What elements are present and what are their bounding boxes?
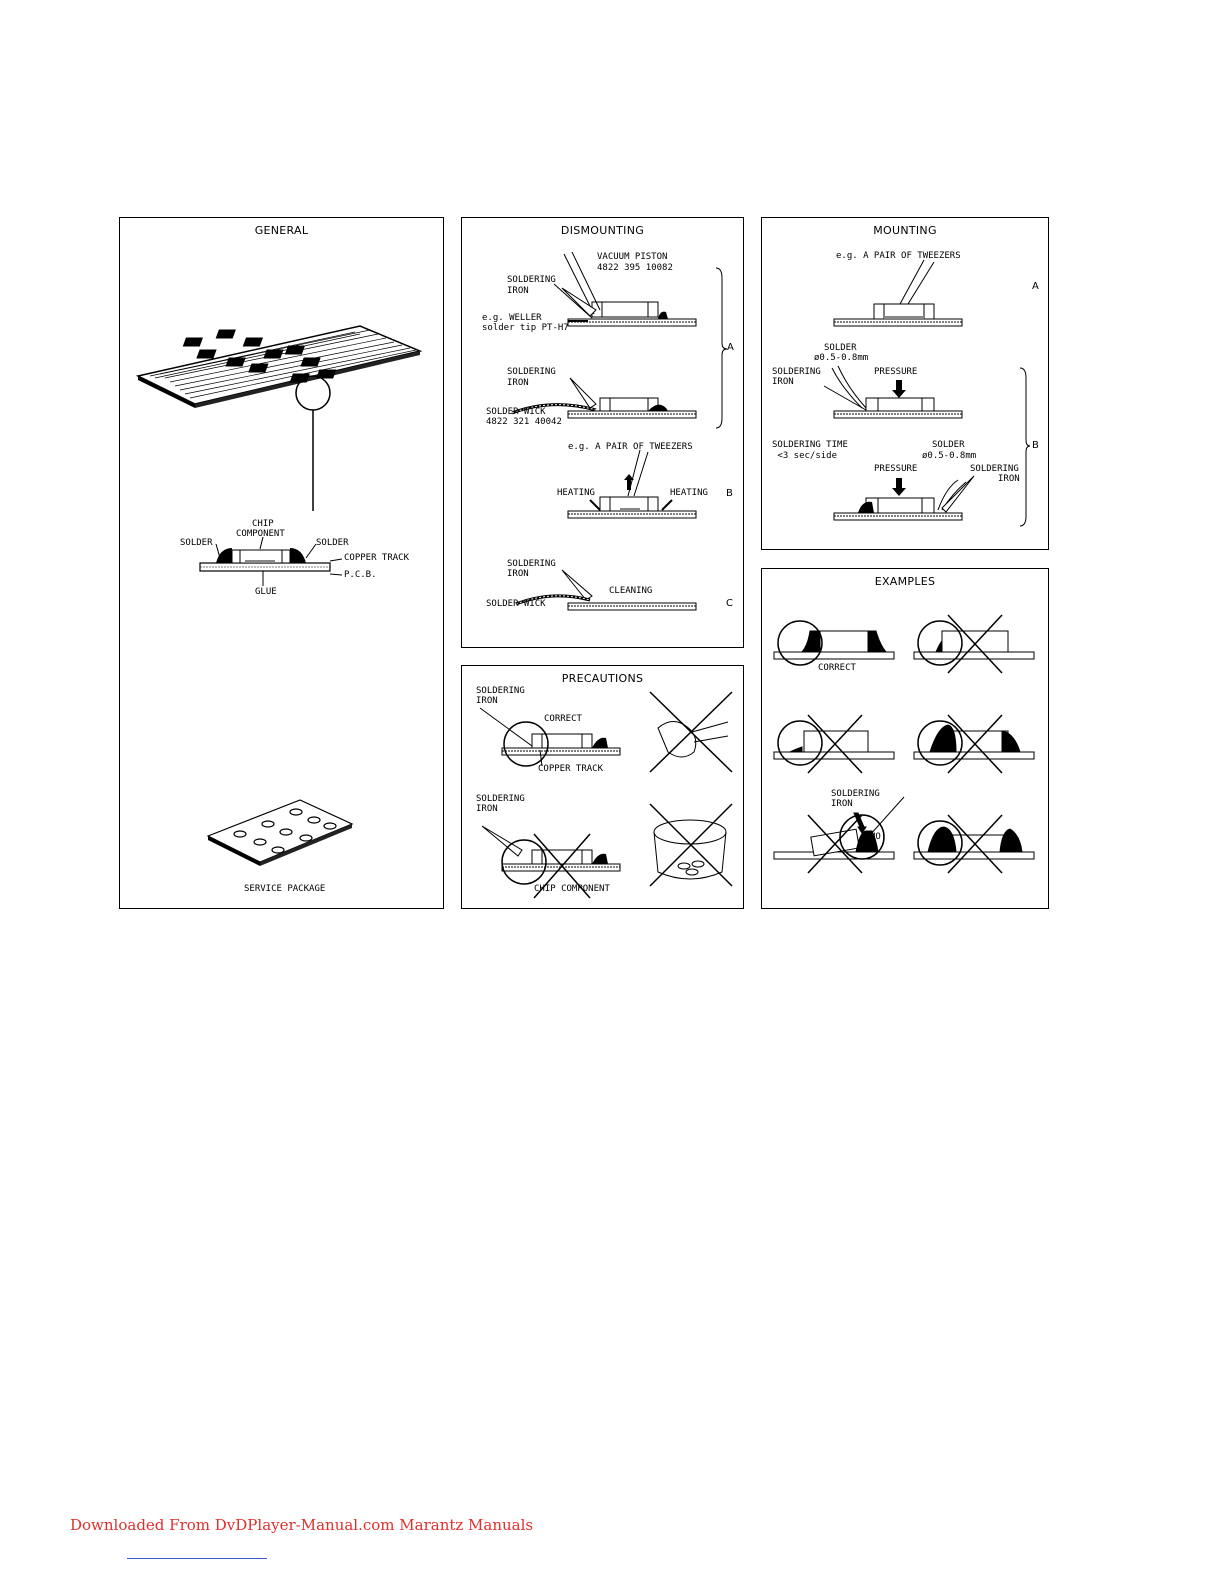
mounting-panel <box>761 217 1049 550</box>
precautions-illustration <box>462 666 745 910</box>
wick-label-1: SOLDER WICK <box>486 407 546 417</box>
precautions-title: PRECAUTIONS <box>561 672 644 685</box>
examples-title: EXAMPLES <box>874 575 936 588</box>
tweezers-label: e.g. A PAIR OF TWEEZERS <box>836 251 961 261</box>
iron-bottom-label-1: SOLDERING <box>970 464 1019 474</box>
vacuum-label-1: VACUUM PISTON <box>597 252 668 262</box>
no-label: NO! <box>870 832 887 842</box>
wick-label-2: 4822 321 40042 <box>486 417 562 427</box>
iron-c-label-1: SOLDERING <box>507 559 556 569</box>
solder-bottom-label-1: SOLDER <box>932 440 965 450</box>
copper-track-label: COPPER TRACK <box>538 764 604 774</box>
dismounting-title: DISMOUNTING <box>560 224 645 237</box>
correct-label: CORRECT <box>818 663 856 673</box>
chip-component-label: CHIP COMPONENT <box>534 884 610 894</box>
general-panel <box>119 217 444 909</box>
solder-top-label-1: SOLDER <box>824 343 857 353</box>
iron-label-1: SOLDERING <box>831 789 880 799</box>
glue-label: GLUE <box>255 587 277 597</box>
dismounting-panel <box>461 217 744 648</box>
iron-bottom-label-2: IRON <box>476 804 498 814</box>
iron-label-2: IRON <box>772 377 794 387</box>
dismounting-letter-b: B <box>726 488 733 499</box>
pressure-bottom-label: PRESSURE <box>874 464 918 474</box>
pcb-label: P.C.B. <box>344 570 377 580</box>
correct-label: CORRECT <box>544 714 582 724</box>
heating-left-label: HEATING <box>557 488 595 498</box>
solder-top-label-2: ø0.5-0.8mm <box>814 353 869 363</box>
iron-a2-label-2: IRON <box>507 378 529 388</box>
tweezers-label: e.g. A PAIR OF TWEEZERS <box>568 442 693 452</box>
iron-bottom-label-2: IRON <box>998 474 1020 484</box>
general-title: GENERAL <box>254 224 309 237</box>
solder-bottom-label-2: ø0.5-0.8mm <box>922 451 977 461</box>
precautions-panel <box>461 665 744 909</box>
footer-rule <box>127 1558 267 1559</box>
pressure-top-label: PRESSURE <box>874 367 918 377</box>
heating-right-label: HEATING <box>670 488 708 498</box>
iron-c-label-2: IRON <box>507 569 529 579</box>
solder-right-label: SOLDER <box>316 538 349 548</box>
dismounting-letter-a: A <box>727 342 734 353</box>
mounting-title: MOUNTING <box>873 224 937 237</box>
dismounting-letter-c: C <box>726 598 733 609</box>
iron-label-1: SOLDERING <box>772 367 821 377</box>
weller-label-2: solder tip PT-H7 <box>482 323 569 333</box>
mounting-letter-a: A <box>1032 281 1039 292</box>
mounting-letter-b: B <box>1032 440 1039 451</box>
examples-illustration <box>762 569 1050 910</box>
wick-c-label: SOLDER WICK <box>486 599 546 609</box>
iron-label-2: IRON <box>831 799 853 809</box>
download-link[interactable]: Downloaded From DvDPlayer-Manual.com Marantz Manuals <box>70 1516 534 1534</box>
solder-time-label-1: SOLDERING TIME <box>772 440 848 450</box>
iron-a1-label-2: IRON <box>507 286 529 296</box>
iron-bottom-label-1: SOLDERING <box>476 794 525 804</box>
dismounting-illustration <box>462 218 745 649</box>
weller-label-1: e.g. WELLER <box>482 313 542 323</box>
cleaning-label: CLEANING <box>609 586 653 596</box>
solder-left-label: SOLDER <box>180 538 213 548</box>
vacuum-label-2: 4822 395 10082 <box>597 263 673 273</box>
service-package-label: SERVICE PACKAGE <box>244 884 326 894</box>
chip-label-1: CHIP <box>252 519 274 529</box>
iron-top-label-2: IRON <box>476 696 498 706</box>
general-illustration <box>120 218 445 910</box>
copper-track-label: COPPER TRACK <box>344 553 410 563</box>
chip-label-2: COMPONENT <box>236 529 285 539</box>
iron-a1-label-1: SOLDERING <box>507 275 556 285</box>
examples-panel <box>761 568 1049 909</box>
solder-time-label-2: <3 sec/side <box>772 451 838 461</box>
iron-top-label-1: SOLDERING <box>476 686 525 696</box>
iron-a2-label-1: SOLDERING <box>507 367 556 377</box>
mounting-illustration <box>762 218 1050 551</box>
